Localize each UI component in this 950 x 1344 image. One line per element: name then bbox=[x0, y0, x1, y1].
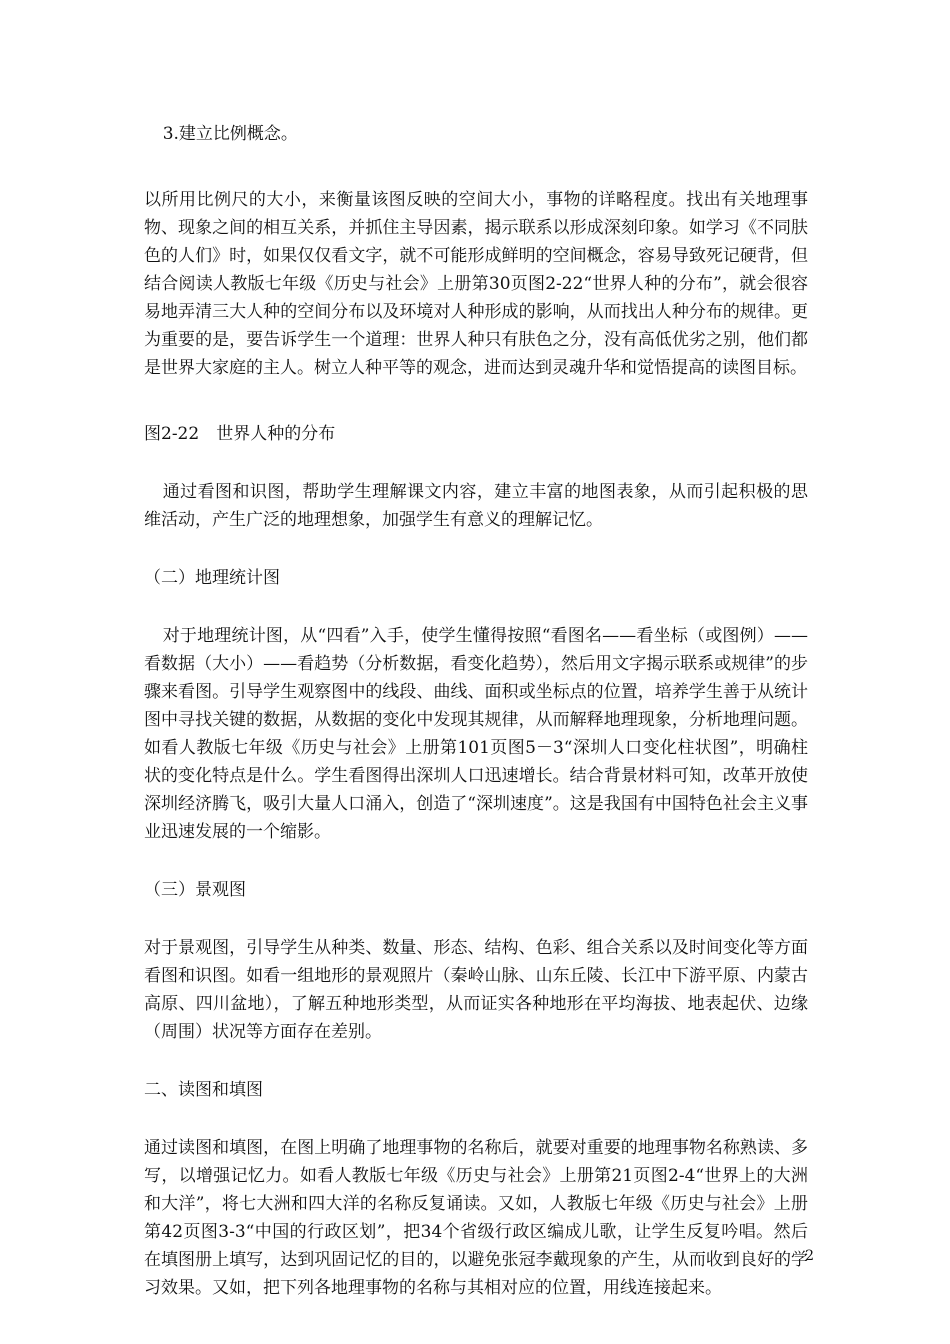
paragraph-map-reading: 通过看图和识图，帮助学生理解课文内容，建立丰富的地图表象，从而引起积极的思维活动，产生广泛的地理想象，加强学生有意义的理解记忆。 bbox=[144, 482, 808, 530]
page-number: 2 bbox=[805, 1248, 814, 1264]
figure-caption: 图2-22 世界人种的分布 bbox=[144, 424, 336, 444]
paragraph-reading-filling: 通过读图和填图，在图上明确了地理事物的名称后，就要对重要的地理事物名称熟读、多写，以增强记忆力。如看人教版七年级《历史与社会》上册第21页图2-4“世界上的大洲和大洋”，将七大洲和四大洋的名称反复诵读。又如，人教版七年级《历史与社会》上册第42页图3-3“中国的行政区划”，把34个省级行政区编成儿歌，让学生反复吟唱。然后在填图册上填写，达到巩固记忆的目的，以避免张冠李戴现象的产生，从而收到良好的学习效果。又如，把下列各地理事物的名称与其相对应的位置，用线连接起来。 bbox=[144, 1138, 808, 1298]
section-heading-statistical-charts: （二）地理统计图 bbox=[144, 568, 280, 588]
section-heading-scale-concept: 3.建立比例概念。 bbox=[162, 124, 298, 144]
paragraph-landscape-images: 对于景观图，引导学生从种类、数量、形态、结构、色彩、组合关系以及时间变化等方面看图和识图。如看一组地形的景观照片（秦岭山脉、山东丘陵、长江中下游平原、内蒙古高原、四川盆地），了解五种地形类型，从而证实各种地形在平均海拔、地表起伏、边缘（周围）状况等方面存在差别。 bbox=[144, 938, 808, 1042]
paragraph-statistical-charts: 对于地理统计图，从“四看”入手，使学生懂得按照“看图名——看坐标（或图例）——看数据（大小）——看趋势（分析数据，看变化趋势），然后用文字揭示联系或规律”的步骤来看图。引导学生观察图中的线段、曲线、面积或坐标点的位置，培养学生善于从统计图中寻找关键的数据，从数据的变化中发现其规律，从而解释地理现象，分析地理问题。如看人教版七年级《历史与社会》上册第101页图5－3“深圳人口变化柱状图”，明确柱状的变化特点是什么。学生看图得出深圳人口迅速增长。结合背景材料可知，改革开放使深圳经济腾飞，吸引大量人口涌入，创造了“深圳速度”。这是我国有中国特色社会主义事业迅速发展的一个缩影。 bbox=[144, 626, 808, 842]
section-heading-landscape-images: （三）景观图 bbox=[144, 880, 246, 900]
document-body bbox=[144, 120, 808, 1302]
paragraph-scale-concept: 以所用比例尺的大小，来衡量该图反映的空间大小，事物的详略程度。找出有关地理事物、现象之间的相互关系，并抓住主导因素，揭示联系以形成深刻印象。如学习《不同肤色的人们》时，如果仅仅看文字，就不可能形成鲜明的空间概念，容易导致死记硬背，但结合阅读人教版七年级《历史与社会》上册第30页图2-22“世界人种的分布”，就会很容易地弄清三大人种的空间分布以及环境对人种形成的影响，从而找出人种分布的规律。更为重要的是，要告诉学生一个道理：世界人种只有肤色之分，没有高低优劣之别，他们都是世界大家庭的主人。树立人种平等的观念，进而达到灵魂升华和觉悟提高的读图目标。 bbox=[144, 190, 808, 378]
section-heading-reading-filling: 二、读图和填图 bbox=[144, 1080, 263, 1100]
